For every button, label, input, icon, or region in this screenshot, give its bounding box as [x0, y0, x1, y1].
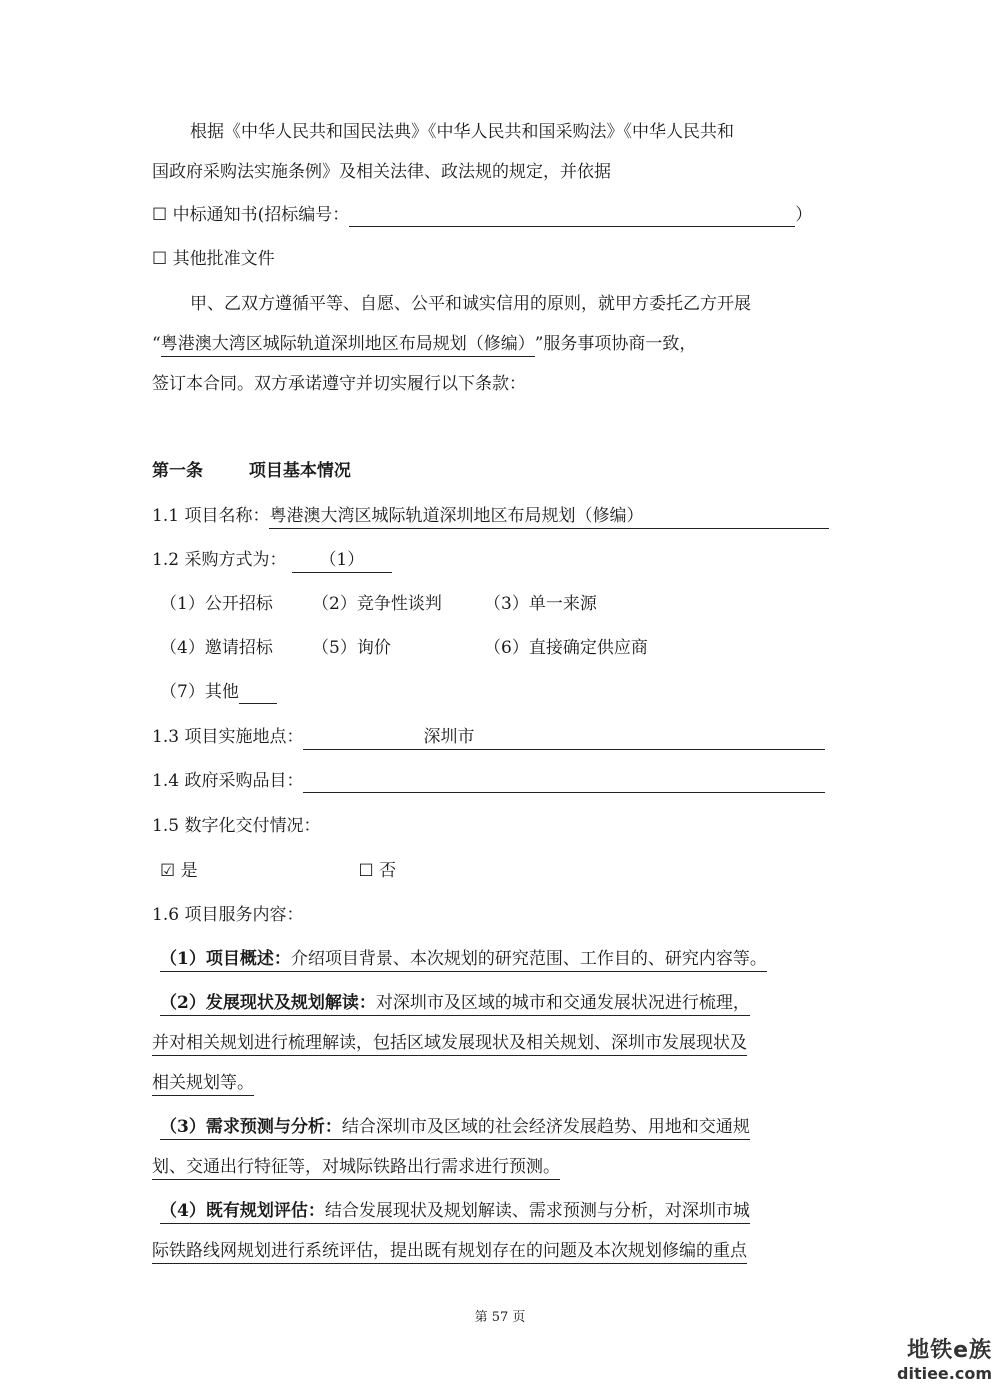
service-4-number: （4） [160, 1201, 206, 1221]
para-line-2-tail: ”服务事项协商一致， [534, 334, 697, 354]
procurement-method-value: （1） [292, 548, 392, 573]
methods-row-3 [160, 680, 277, 704]
service-2-text-3: 相关规划等。 [152, 1071, 254, 1096]
award-notice-close: ） [795, 205, 813, 225]
para-line-1: 甲、乙双方遵循平等、自愿、公平和诚实信用的原则，就甲方委托乙方开展 [190, 294, 751, 314]
service-3-line-1 [160, 1115, 750, 1140]
location-field [303, 725, 825, 750]
article-1-heading [152, 459, 351, 483]
service-4-text-2: 际铁路线网规划进行系统评估，提出既有规划存在的问题及本次规划修编的重点 [152, 1239, 747, 1264]
project-name-underlined: 粤港澳大湾区城际轨道深圳地区布局规划（修编） [161, 332, 535, 357]
item-1-2 [152, 548, 392, 573]
digital-delivery-options [160, 859, 396, 883]
award-notice-label: 中标通知书(招标编号： [172, 205, 350, 225]
intro-line-2: 国政府采购法实施条例》及相关法律、政法规的规定，并依据 [152, 162, 611, 182]
award-notice-checkbox[interactable]: ☐ [152, 205, 168, 225]
service-3-number: （3） [160, 1117, 206, 1137]
no-checkbox[interactable]: ☐ [358, 861, 374, 881]
service-1-text: 介绍项目背景、本次规划的研究范围、工作目的、研究内容等。 [290, 949, 767, 969]
service-1-title: 项目概述： [205, 949, 291, 969]
item-1-1 [152, 504, 829, 529]
service-2-title: 发展现状及规划解读： [205, 993, 376, 1013]
method-competitive-negotiation: （2）竞争性谈判 [312, 594, 442, 614]
service-1-number: （1） [160, 949, 206, 969]
method-inquiry: （5）询价 [312, 638, 391, 658]
methods-row-1 [160, 592, 597, 616]
service-4-text-1: 结合发展现状及规划解读、需求预测与分析，对深圳市城 [324, 1201, 750, 1221]
service-3-content [160, 1115, 750, 1140]
tender-number-blank [349, 206, 795, 227]
article-number: 第一条 [152, 461, 203, 481]
watermark-logo-text: 地铁e族 [907, 1338, 992, 1363]
service-3-text-1: 结合深圳市及区域的社会经济发展趋势、用地和交通规 [341, 1117, 750, 1137]
option-award-notice [152, 203, 812, 227]
methods-row-2 [160, 636, 648, 660]
para-line-2 [152, 332, 696, 357]
method-other: （7）其他 [160, 682, 239, 702]
service-1-content [160, 947, 767, 972]
service-2-content [160, 991, 750, 1016]
service-2-text-1: 对深圳市及区域的城市和交通发展状况进行梳理， [375, 993, 750, 1013]
method-other-blank [239, 683, 277, 704]
service-3-text-2: 划、交通出行特征等，对城际铁路出行需求进行预测。 [152, 1155, 560, 1180]
yes-checkbox[interactable]: ☑ [160, 861, 176, 881]
article-title: 项目基本情况 [248, 461, 351, 481]
intro-line-1: 根据《中华人民共和国民法典》《中华人民共和国采购法》《中华人民共和 [190, 122, 734, 142]
watermark-domain: ditiee.com [897, 1364, 992, 1383]
service-1 [160, 947, 767, 972]
service-2-line-1 [160, 991, 750, 1016]
method-open-tender: （1）公开招标 [160, 594, 273, 614]
item-1-6: 1.6 项目服务内容： [152, 905, 304, 925]
other-docs-label: 其他批准文件 [172, 249, 275, 269]
service-2-line-3 [152, 1071, 254, 1096]
option-other-docs [152, 247, 275, 271]
service-4-line-2 [152, 1239, 747, 1264]
item-1-3 [152, 725, 825, 750]
item-1-4 [152, 769, 825, 793]
service-2-line-2 [152, 1031, 747, 1056]
method-single-source: （3）单一来源 [484, 594, 597, 614]
project-name-label: 1.1 项目名称： [152, 506, 270, 526]
location-label: 1.3 项目实施地点： [152, 727, 304, 747]
procurement-method-label: 1.2 采购方式为： [152, 550, 287, 570]
service-4-line-1 [160, 1199, 750, 1224]
service-4-title: 既有规划评估： [205, 1201, 325, 1221]
yes-label: 是 [180, 861, 198, 881]
location-value: 深圳市 [423, 727, 475, 747]
other-docs-checkbox[interactable]: ☐ [152, 249, 168, 269]
procurement-item-blank [303, 772, 825, 793]
service-2-text-2: 并对相关规划进行梳理解读，包括区域发展现状及相关规划、深圳市发展现状及 [152, 1031, 747, 1056]
site-watermark [897, 1333, 992, 1383]
service-3-line-2 [152, 1155, 560, 1180]
project-name-value: 粤港澳大湾区城际轨道深圳地区布局规划（修编） [269, 504, 829, 529]
page-number: 第 57 页 [474, 1310, 526, 1325]
procurement-item-label: 1.4 政府采购品目： [152, 771, 304, 791]
para-line-3: 签订本合同。双方承诺遵守并切实履行以下条款： [152, 374, 526, 394]
method-direct-supplier: （6）直接确定供应商 [484, 638, 648, 658]
no-label: 否 [379, 861, 397, 881]
method-invited-tender: （4）邀请招标 [160, 638, 273, 658]
item-1-5: 1.5 数字化交付情况： [152, 816, 321, 836]
service-2-number: （2） [160, 993, 206, 1013]
service-3-title: 需求预测与分析： [205, 1117, 342, 1137]
service-4-content [160, 1199, 750, 1224]
open-quote: “ [152, 334, 161, 354]
